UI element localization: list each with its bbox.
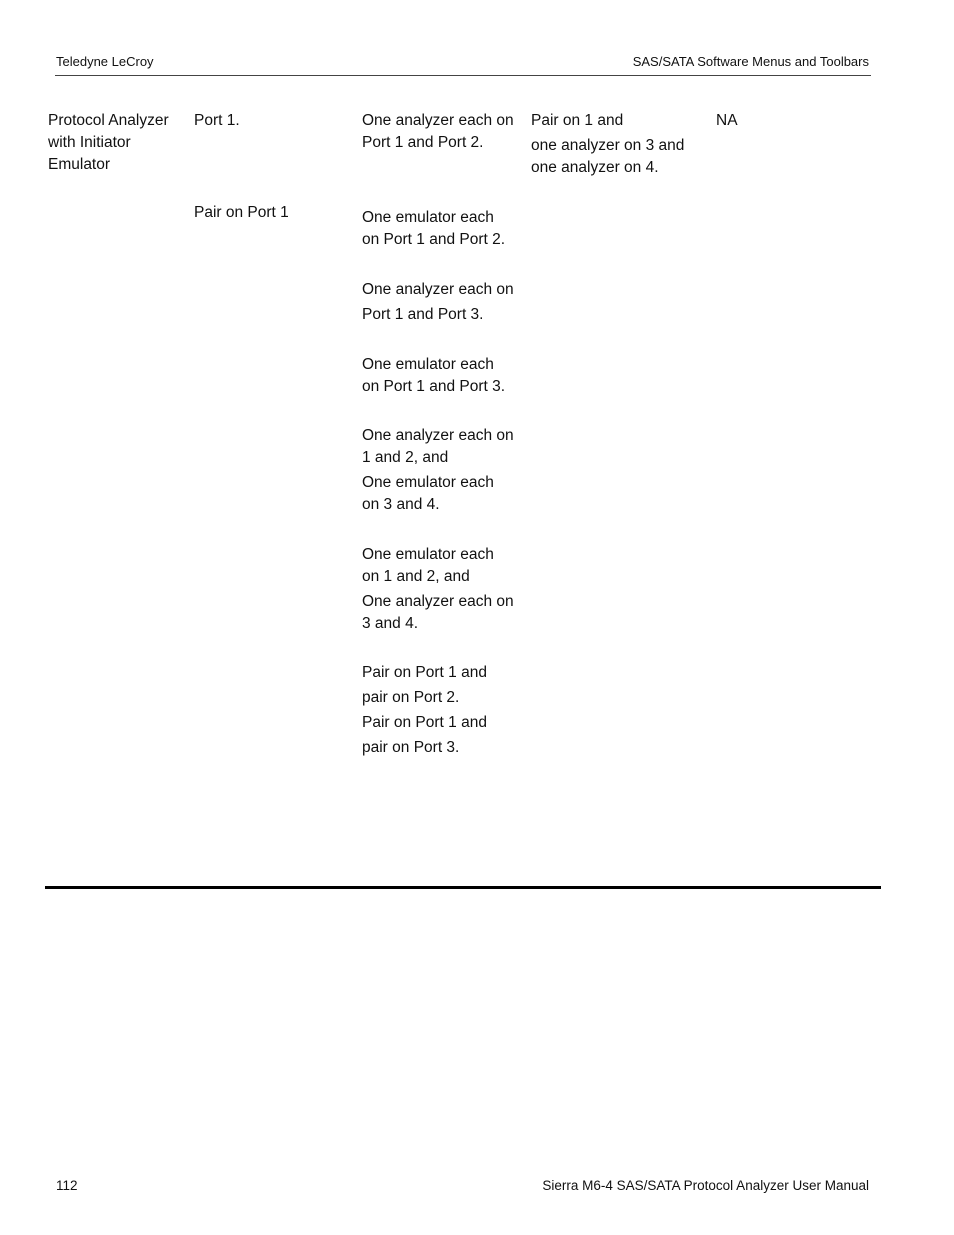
config-line: 3 and 4.: [362, 615, 419, 632]
footer-title: Sierra M6-4 SAS/SATA Protocol Analyzer User Manual: [542, 1178, 869, 1193]
config-line: One emulator each: [362, 546, 494, 563]
config-alt-line: Pair on 1 and: [531, 112, 624, 129]
config-entry: [362, 662, 527, 709]
config-line: One emulator each: [362, 209, 494, 226]
config-entry: [362, 207, 527, 251]
config-alt-line: one analyzer on 3 and: [531, 137, 685, 154]
header-right: SAS/SATA Software Menus and Toolbars: [632, 54, 869, 69]
config-line: pair on Port 2.: [362, 689, 460, 706]
header-left: Teledyne LeCroy: [56, 54, 154, 69]
config-entry: [362, 279, 527, 326]
page-number: 112: [56, 1178, 78, 1193]
config-entry: [362, 544, 527, 635]
config-alt-line: one analyzer on 4.: [531, 159, 659, 176]
config-line: Port 1 and Port 3.: [362, 306, 484, 323]
config-line: on Port 1 and Port 2.: [362, 231, 506, 248]
config-line: One emulator each: [362, 356, 494, 373]
row-label-line: Emulator: [48, 156, 111, 173]
config-entry: [362, 425, 527, 516]
config-line: One analyzer each on: [362, 281, 514, 298]
config-line: Pair on Port 1 and: [362, 714, 487, 731]
config-line: on 3 and 4.: [362, 496, 440, 513]
config-line: on 1 and 2, and: [362, 568, 470, 585]
port-config-b: Pair on Port 1: [194, 204, 289, 221]
row-label-line: Protocol Analyzer: [48, 112, 169, 129]
config-line: 1 and 2, and: [362, 449, 449, 466]
config-line: One analyzer each on: [362, 427, 514, 444]
config-line: One analyzer each on: [362, 112, 514, 129]
config-line: pair on Port 3.: [362, 739, 460, 756]
config-alt: [531, 110, 711, 179]
config-line: One emulator each: [362, 474, 494, 491]
config-entry: [362, 354, 527, 398]
header-divider: [55, 75, 871, 76]
row-label-line: with Initiator: [48, 134, 131, 151]
port-config-a: Port 1.: [194, 112, 240, 129]
na-value: NA: [716, 112, 738, 129]
config-line: One analyzer each on: [362, 593, 514, 610]
section-divider: [45, 886, 881, 889]
config-line: Port 1 and Port 2.: [362, 134, 484, 151]
config-line: on Port 1 and Port 3.: [362, 378, 506, 395]
config-entry: [362, 110, 527, 154]
row-label: [48, 110, 188, 176]
config-entry: [362, 712, 527, 759]
config-line: Pair on Port 1 and: [362, 664, 487, 681]
